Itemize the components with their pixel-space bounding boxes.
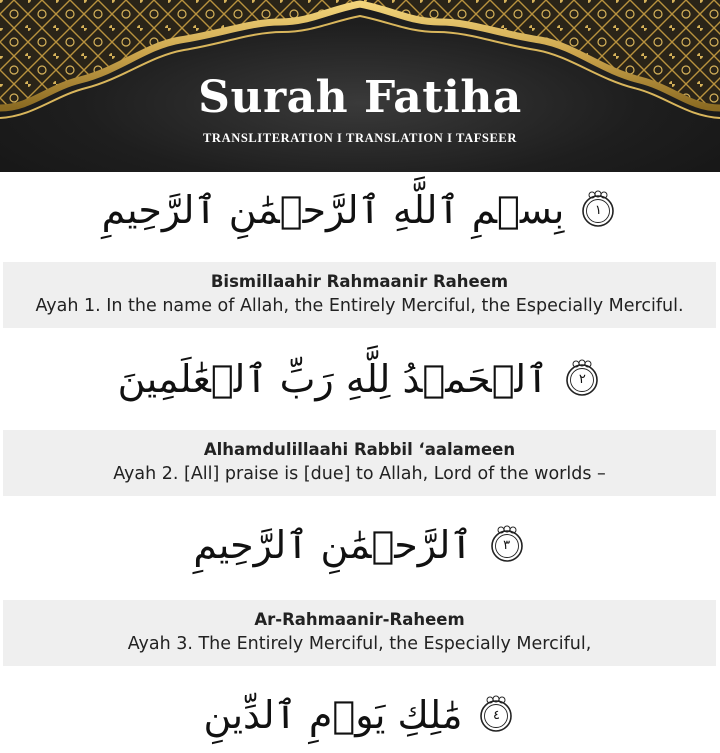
ayah-1-panel — [3, 262, 716, 328]
page-subtitle: TRANSLITERATION I TRANSLATION I TAFSEER — [203, 131, 517, 145]
arabic-verse-4 — [0, 684, 720, 746]
ayah-marker-icon — [487, 525, 527, 565]
ayah-number: ٤ — [492, 707, 500, 723]
translation-text: Ayah 3. The Entirely Merciful, the Especially Merciful, — [127, 634, 592, 654]
ayah-number: ٢ — [578, 371, 586, 387]
page-title: Surah Fatiha — [198, 72, 522, 123]
arabic-text: بِسۡمِ ٱللَّهِ ٱلرَّحۡمَٰنِ ٱلرَّحِيمِ — [101, 188, 565, 232]
ayah-3-panel — [3, 600, 716, 666]
ayah-marker-icon — [476, 695, 516, 735]
ayah-2-panel — [3, 430, 716, 496]
arabic-text: ٱلرَّحۡمَٰنِ ٱلرَّحِيمِ — [193, 523, 473, 567]
transliteration-text: Ar-Rahmaanir-Raheem — [254, 610, 465, 629]
translation-text: Ayah 2. [All] praise is [due] to Allah, Lord of the worlds – — [113, 464, 606, 484]
arabic-text: مَٰلِكِ يَوۡمِ ٱلدِّينِ — [203, 693, 463, 737]
ayah-marker-icon — [562, 359, 602, 399]
arabic-verse-1 — [0, 180, 720, 240]
transliteration-text: Bismillaahir Rahmaanir Raheem — [210, 272, 509, 291]
ayah-number: ١ — [594, 202, 602, 218]
header-banner — [0, 0, 720, 172]
ayah-marker-icon — [578, 190, 618, 230]
arabic-verse-3 — [0, 514, 720, 576]
transliteration-text: Alhamdulillaahi Rabbil ‘aalameen — [203, 440, 516, 459]
translation-text: Ayah 1. In the name of Allah, the Entirely Merciful, the Especially Merciful. — [35, 296, 684, 316]
arabic-verse-2 — [0, 348, 720, 410]
ayah-number: ٣ — [503, 537, 511, 553]
arabic-text: ٱلۡحَمۡدُ لِلَّهِ رَبِّ ٱلۡعَٰلَمِينَ — [117, 357, 549, 401]
